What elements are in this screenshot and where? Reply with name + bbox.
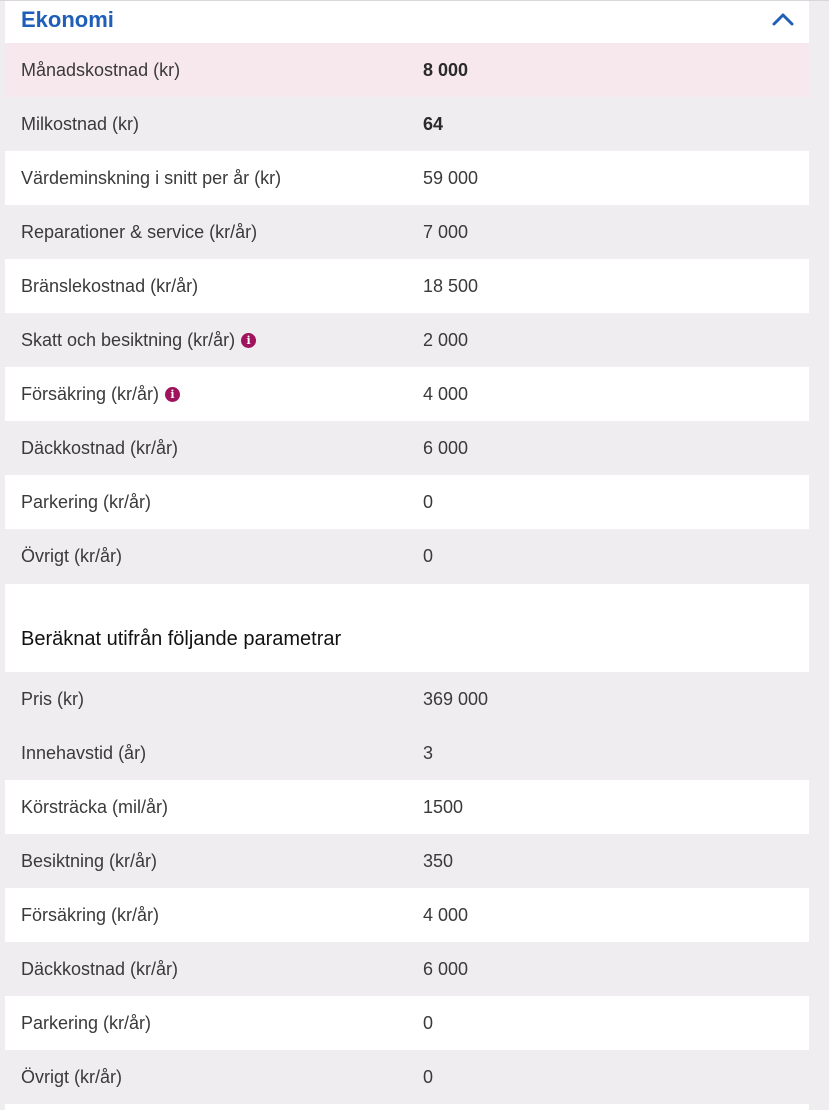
parameters-header	[5, 584, 809, 672]
row-value: 3	[423, 743, 434, 763]
row-value: 0	[423, 492, 434, 512]
row-value: 4 000	[423, 905, 469, 925]
row-label: Värdeminskning i snitt per år (kr)	[21, 168, 282, 188]
row-value: 8 000	[423, 60, 469, 80]
bottom-divider	[5, 1104, 809, 1110]
row-label: Bränslekostnad (kr/år)	[21, 276, 199, 296]
row-value: 4 000	[423, 384, 469, 404]
row-value: 7 000	[423, 222, 469, 242]
row-label-with-info	[21, 313, 256, 367]
chevron-up-icon[interactable]	[769, 7, 797, 31]
parameter-row-parking	[5, 996, 809, 1050]
row-value: 64	[423, 114, 444, 134]
economy-row-other	[5, 529, 809, 583]
row-label: Körsträcka (mil/år)	[21, 797, 169, 817]
row-label: Däckkostnad (kr/år)	[21, 438, 179, 458]
row-label-with-info	[21, 367, 180, 421]
row-value: 6 000	[423, 438, 469, 458]
row-label: Reparationer & service (kr/år)	[21, 222, 258, 242]
economy-row-depreciation	[5, 151, 809, 205]
row-label: Däckkostnad (kr/år)	[21, 959, 179, 979]
row-value: 6 000	[423, 959, 469, 979]
row-label: Övrigt (kr/år)	[21, 1067, 122, 1087]
economy-row-fuel	[5, 259, 809, 313]
economy-row-mile-cost	[5, 97, 809, 151]
economy-row-insurance	[5, 367, 809, 421]
economy-row-tyres	[5, 421, 809, 475]
row-label: Skatt och besiktning (kr/år)	[21, 330, 236, 350]
row-value: 2 000	[423, 330, 469, 350]
row-value: 0	[423, 1013, 434, 1033]
economy-row-repairs	[5, 205, 809, 259]
info-icon[interactable]: i	[241, 333, 256, 348]
section-header[interactable]	[5, 1, 809, 43]
section-title-ekonomi: Ekonomi	[21, 7, 114, 32]
row-label: Besiktning (kr/år)	[21, 851, 158, 871]
parameter-row-ownership-period	[5, 726, 809, 780]
economy-row-tax-inspection	[5, 313, 809, 367]
row-label: Innehavstid (år)	[21, 743, 147, 763]
parameter-row-other	[5, 1050, 809, 1104]
row-label: Försäkring (kr/år)	[21, 384, 160, 404]
parameters-title: Beräknat utifrån följande parametrar	[21, 628, 342, 650]
row-value: 59 000	[423, 168, 479, 188]
economy-row-parking	[5, 475, 809, 529]
parameter-row-inspection	[5, 834, 809, 888]
row-value: 1500	[423, 797, 464, 817]
row-value: 369 000	[423, 689, 489, 709]
row-label: Pris (kr)	[21, 689, 84, 709]
parameter-row-price	[5, 672, 809, 726]
parameter-row-insurance	[5, 888, 809, 942]
row-label: Övrigt (kr/år)	[21, 546, 122, 566]
row-value: 350	[423, 851, 454, 871]
row-label: Parkering (kr/år)	[21, 492, 152, 512]
row-label: Milkostnad (kr)	[21, 114, 140, 134]
row-value: 0	[423, 1067, 434, 1087]
info-icon[interactable]: i	[165, 387, 180, 402]
row-label: Parkering (kr/år)	[21, 1013, 152, 1033]
row-value: 18 500	[423, 276, 479, 296]
row-label: Försäkring (kr/år)	[21, 905, 160, 925]
parameter-row-tyres	[5, 942, 809, 996]
row-label: Månadskostnad (kr)	[21, 60, 181, 80]
row-value: 0	[423, 546, 434, 566]
parameter-row-mileage	[5, 780, 809, 834]
economy-row-monthly-cost	[5, 43, 809, 97]
